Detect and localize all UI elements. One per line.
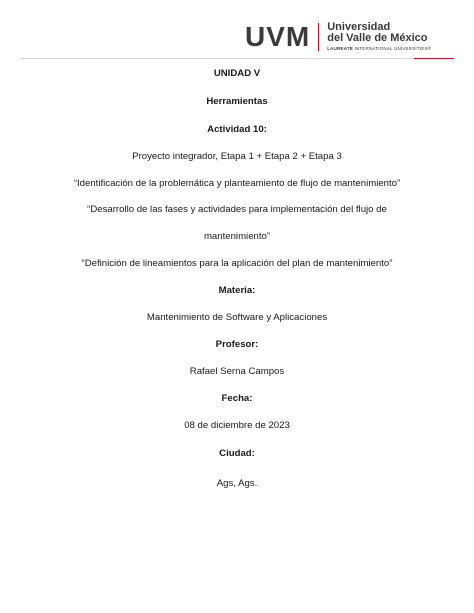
logo-tagline-rest: INTERNATIONAL UNIVERSITIES® xyxy=(353,46,432,52)
header-rule xyxy=(20,58,414,59)
tools-heading: Herramientas xyxy=(206,96,268,107)
city-label: Ciudad: xyxy=(219,448,255,459)
unit-title: UNIDAD V xyxy=(213,68,261,79)
project-line: Proyecto integrador, Etapa 1 + Etapa 2 + Etapa 3 xyxy=(132,151,342,162)
header-rule-accent xyxy=(414,58,454,59)
logo-tagline-bold: LAUREATE xyxy=(327,46,353,52)
professor-label: Profesor: xyxy=(215,339,259,350)
professor-value: Rafael Serna Campos xyxy=(189,366,285,377)
stage2-title-line1: “Desarrollo de las fases y actividades para implementación del flujo de xyxy=(87,204,387,215)
stage2-title-line2: mantenimiento” xyxy=(203,231,271,242)
stage1-title: “Identificación de la problemática y planteamiento de flujo de mantenimiento” xyxy=(73,178,401,189)
activity-heading: Actividad 10: xyxy=(207,124,267,135)
logo-university-name: Universidad xyxy=(327,21,391,34)
logo-university-subname: del Valle de México xyxy=(327,32,428,45)
city-value: Ags, Ags. xyxy=(216,478,258,489)
logo-tagline xyxy=(327,47,431,52)
date-value: 08 de diciembre de 2023 xyxy=(184,420,290,431)
logo-mark: UVM xyxy=(245,21,311,52)
date-label: Fecha: xyxy=(221,393,253,404)
logo-divider xyxy=(318,23,319,51)
subject-value: Mantenimiento de Software y Aplicaciones xyxy=(146,312,328,323)
logo-text xyxy=(327,22,431,52)
stage3-title: “Definición de lineamientos para la aplicación del plan de mantenimiento” xyxy=(81,258,393,269)
uvm-logo xyxy=(245,22,431,52)
subject-label: Materia: xyxy=(218,285,256,296)
